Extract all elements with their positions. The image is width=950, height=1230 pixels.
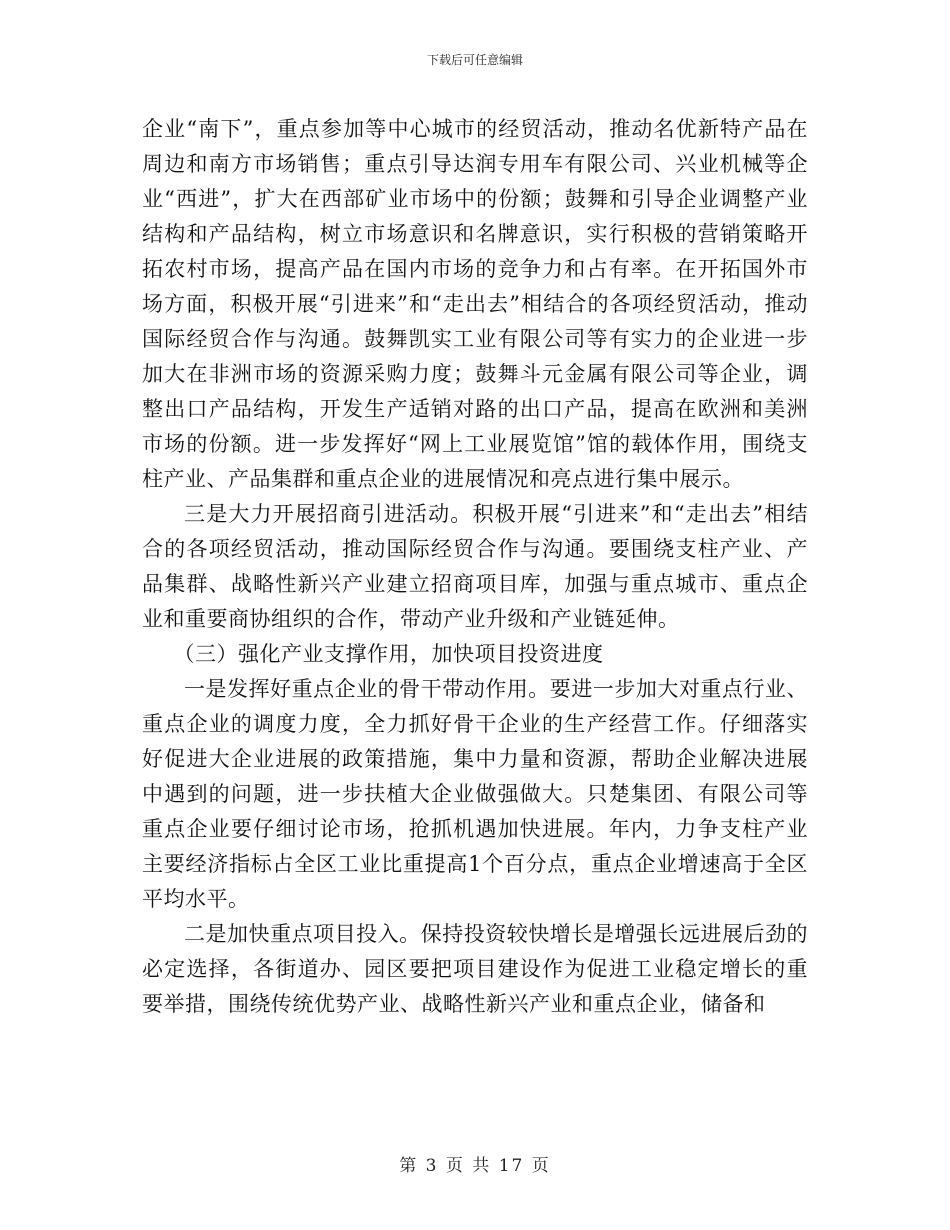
section-heading: （三）强化产业支撑作用，加快项目投资进度 xyxy=(173,642,604,666)
page-header-note: 下载后可任意编辑 xyxy=(426,53,523,67)
paragraph-investment-attraction: 三是大力开展招商引进活动。积极开展“引进来”和“走出去”相结合的各项经贸活动，推动国际经贸合作与沟通。要围绕支柱产业、产品集群、战略性新兴产业建立招商项目库，加强与重点城市、重点企业和重要商协组织的合作，带动产业升级和产业链延伸。 xyxy=(142,502,808,631)
paragraph-key-projects: 二是加快重点项目投入。保持投资较快增长是增强长远进展后劲的必定选择，各街道办、园区要把项目建设作为促进工业稳定增长的重要举措，围绕传统优势产业、战略性新兴产业和重点企业，储备和 xyxy=(142,922,808,1016)
document-body xyxy=(142,112,808,1022)
paragraph-market-expansion: 企业“南下”，重点参加等中心城市的经贸活动，推动名优新特产品在周边和南方市场销售；重点引导达润专用车有限公司、兴业机械等企业“西进”，扩大在西部矿业市场中的份额；鼓舞和引导企业调整产业结构和产品结构，树立市场意识和名牌意识，实行积极的营销策略开拓农村市场，提高产品在国内市场的竞争力和占有率。在开拓国外市场方面，积极开展“引进来”和“走出去”相结合的各项经贸活动，推动国际经贸合作与沟通。鼓舞凯实工业有限公司等有实力的企业进一步加大在非洲市场的资源采购力度；鼓舞斗元金属有限公司等企业，调整出口产品结构，开发生产适销对路的出口产品，提高在欧洲和美洲市场的份额。进一步发挥好“网上工业展览馆”馆的载体作用，围绕支柱产业、产品集群和重点企业的进展情况和亮点进行集中展示。 xyxy=(142,117,808,491)
page-number: 第 3 页 共 17 页 xyxy=(399,1156,551,1176)
paragraph-key-enterprises: 一是发挥好重点企业的骨干带动作用。要进一步加大对重点行业、重点企业的调度力度，全力抓好骨干企业的生产经营工作。仔细落实好促进大企业进展的政策措施，集中力量和资源，帮助企业解决进展中遇到的问题，进一步扶植大企业做强做大。只楚集团、有限公司等重点企业要仔细讨论市场，抢抓机遇加快进展。年内，力争支柱产业主要经济指标占全区工业比重提高1个百分点，重点企业增速高于全区平均水平。 xyxy=(142,677,808,911)
